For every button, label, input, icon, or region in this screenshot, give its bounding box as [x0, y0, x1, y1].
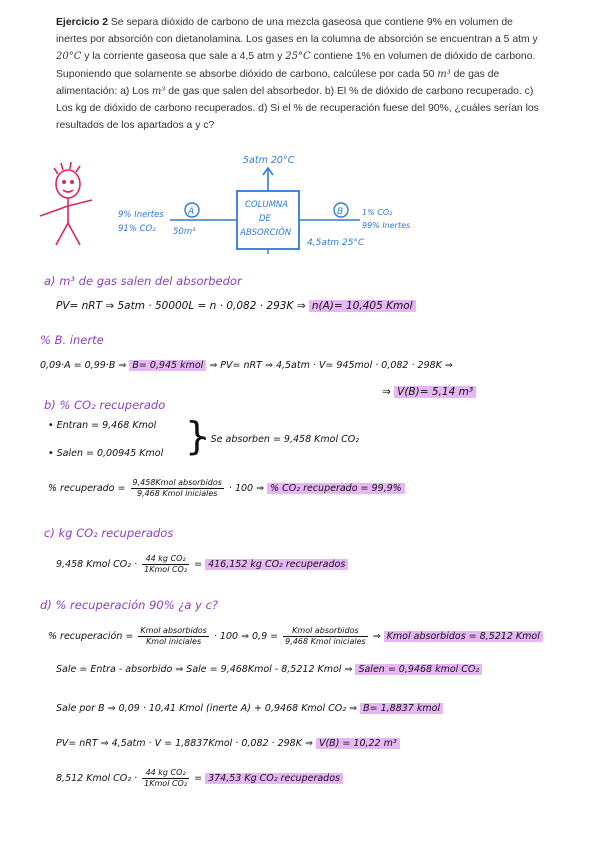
statement-text-2: y la corriente gaseosa que sale a 4,5 atm y [81, 51, 286, 63]
column-label-1: COLUMNA [245, 200, 289, 210]
statement-text-5: de gas que salen del absorbedor. b) El % de dióxido de carbono recuperado. c) Los kg de dióxido de carbono recuperados. d) Si el % de recuperación fuese del 90%, ¿cuáles serían los resultados de los apartados a y c? [56, 85, 539, 132]
part-c-title: c) kg CO₂ recuperados [44, 526, 174, 540]
part-d-fraction-5 [142, 768, 189, 789]
part-c-fraction [142, 554, 189, 575]
part-b-percent-label: % recuperado = [48, 483, 126, 494]
unit-m3-1: m³ [437, 68, 451, 80]
part-d-result-1: Kmol absorbidos = 8,5212 Kmol [384, 631, 543, 642]
part-b-denominator: 9,468 Kmol iniciales [136, 489, 218, 498]
temperature-1: 20°C [56, 51, 82, 63]
part-a-result: n(A)= 10,405 Kmol [309, 300, 416, 312]
column-label-3: ABSORCIÓN [240, 228, 292, 238]
part-b-numerator: 9,458Kmol absorbidos [132, 478, 222, 487]
temperature-2: 25°C [285, 51, 311, 63]
volume-b-result: V(B)= 5,14 m³ [394, 386, 476, 398]
statement-text-4: de gas de alimentación: a) Los [56, 68, 500, 97]
part-d-line3 [56, 703, 443, 714]
part-a-equation [56, 300, 416, 312]
part-d-line4 [56, 738, 400, 749]
part-d-result-3: B= 1,8837 kmol [360, 703, 443, 714]
stream-b-label: B [337, 207, 344, 217]
inert-b-balance: 0,09·A = 0,99·B ⇒ [40, 360, 127, 371]
feed-volume: 50m³ [173, 227, 196, 237]
part-c-numerator: 44 kg CO₂ [142, 554, 189, 565]
part-d-sale-formula: Sale = Entra - absorbido ⇒ Sale = 9,468Kmol - 8,5212 Kmol ⇒ [56, 664, 353, 675]
absorption-column-diagram [0, 148, 599, 258]
part-d-mid: · 100 ⇒ 0,9 = [213, 631, 279, 642]
part-b-fraction [131, 478, 224, 499]
volume-b-arrow: ⇒ [382, 386, 391, 398]
part-c-result: 416,152 kg CO₂ recuperados [205, 559, 348, 570]
problem-statement [56, 14, 546, 134]
feed-composition-2: 91% CO₂ [118, 224, 156, 234]
statement-text-3: contiene 1% en volumen de dióxido de carbono. Suponiendo que solamente se absorbe dióxido de carbono, calcúlese por cada 50 [56, 51, 536, 80]
part-b-percent-line [48, 478, 405, 499]
part-b-in: • Entran = 9,468 Kmol [48, 420, 157, 431]
part-d-numerator-1: Kmol absorbidos [140, 626, 207, 635]
part-d-arrow: ⇒ [372, 631, 381, 642]
part-d-result-5: 374,53 Kg CO₂ recuperados [205, 773, 343, 784]
part-d-numerator-2: Kmol absorbidos [283, 626, 368, 637]
inert-b-volume-formula: ⇒ PV= nRT ⇒ 4,5atm · V= 945mol · 0,082 · 298K ⇒ [209, 360, 453, 371]
part-c-denominator: 1Kmol CO₂ [144, 565, 188, 574]
statement-text-1: Se separa dióxido de carbono de una mezcla gaseosa que contiene 9% en volumen de inertes por absorción con dietanolamina. Los gases en la columna de absorción se encuentran a 5 atm y [56, 17, 538, 46]
part-d-sale-b-formula: Sale por B ⇒ 0,09 · 10,41 Kmol (inerte A) + 0,9468 Kmol CO₂ ⇒ [56, 703, 358, 714]
part-d-denominator-2: 9,468 Kmol iniciales [285, 637, 366, 646]
part-d-denominator-1: Kmol iniciales [146, 637, 202, 646]
part-d-result-2: Salen = 0,9468 kmol CO₂ [355, 664, 482, 675]
part-c-start: 9,458 Kmol CO₂ · [56, 559, 138, 570]
part-d-ideal-gas: PV= nRT ⇒ 4,5atm · V = 1,8837Kmol · 0,082 · 298K ⇒ [56, 738, 313, 749]
exercise-heading: Ejercicio 2 [56, 17, 108, 28]
stick-figure-doodle [40, 162, 92, 245]
part-d-line1 [48, 626, 543, 647]
part-d-denominator-5: 1Kmol CO₂ [144, 779, 188, 788]
part-d-numerator-5: 44 kg CO₂ [142, 768, 189, 779]
part-a-title: a) m³ de gas salen del absorbedor [44, 274, 242, 288]
part-d-title: d) % recuperación 90% ¿a y c? [40, 598, 218, 612]
part-b-times-100: · 100 ⇒ [228, 483, 265, 494]
part-d-percent-label: % recuperación = [48, 631, 134, 642]
stream-a-label: A [188, 207, 195, 217]
part-d-equals: = [194, 773, 203, 784]
part-b-out: • Salen = 0,00945 Kmol [48, 448, 164, 459]
part-d-fraction-2 [283, 626, 368, 647]
part-d-line5 [56, 768, 343, 789]
part-a-formula: PV= nRT ⇒ 5atm · 50000L = n · 0,082 · 293K ⇒ [56, 300, 306, 312]
outlet-composition-2: 99% Inertes [362, 221, 411, 230]
part-d-mass-start: 8,512 Kmol CO₂ · [56, 773, 138, 784]
part-c-equals: = [194, 559, 203, 570]
part-d-line2 [56, 664, 482, 675]
unit-m3-2: m³ [151, 85, 166, 97]
bottom-conditions-label: 4,5atm 25°C [307, 238, 365, 248]
top-conditions-label: 5atm 20°C [243, 155, 295, 166]
column-label-2: DE [259, 214, 271, 224]
curly-brace: } [185, 414, 210, 458]
outlet-composition-1: 1% CO₂ [362, 208, 393, 217]
part-d-result-4: V(B) = 10,22 m³ [316, 738, 400, 749]
part-b-title: b) % CO₂ recuperado [44, 398, 166, 412]
feed-composition-1: 9% Inertes [118, 210, 164, 220]
inert-b-title: % B. inerte [40, 333, 104, 347]
inert-b-equation [40, 360, 453, 371]
part-b-result: % CO₂ recuperado = 99,9% [267, 483, 405, 494]
part-d-fraction-1 [138, 626, 208, 647]
part-c-line [56, 554, 348, 575]
volume-b-line [382, 386, 476, 398]
part-b-absorbed: • Se absorben = 9,458 Kmol CO₂ [202, 434, 360, 445]
inert-b-result: B= 0,945 kmol [129, 360, 206, 371]
